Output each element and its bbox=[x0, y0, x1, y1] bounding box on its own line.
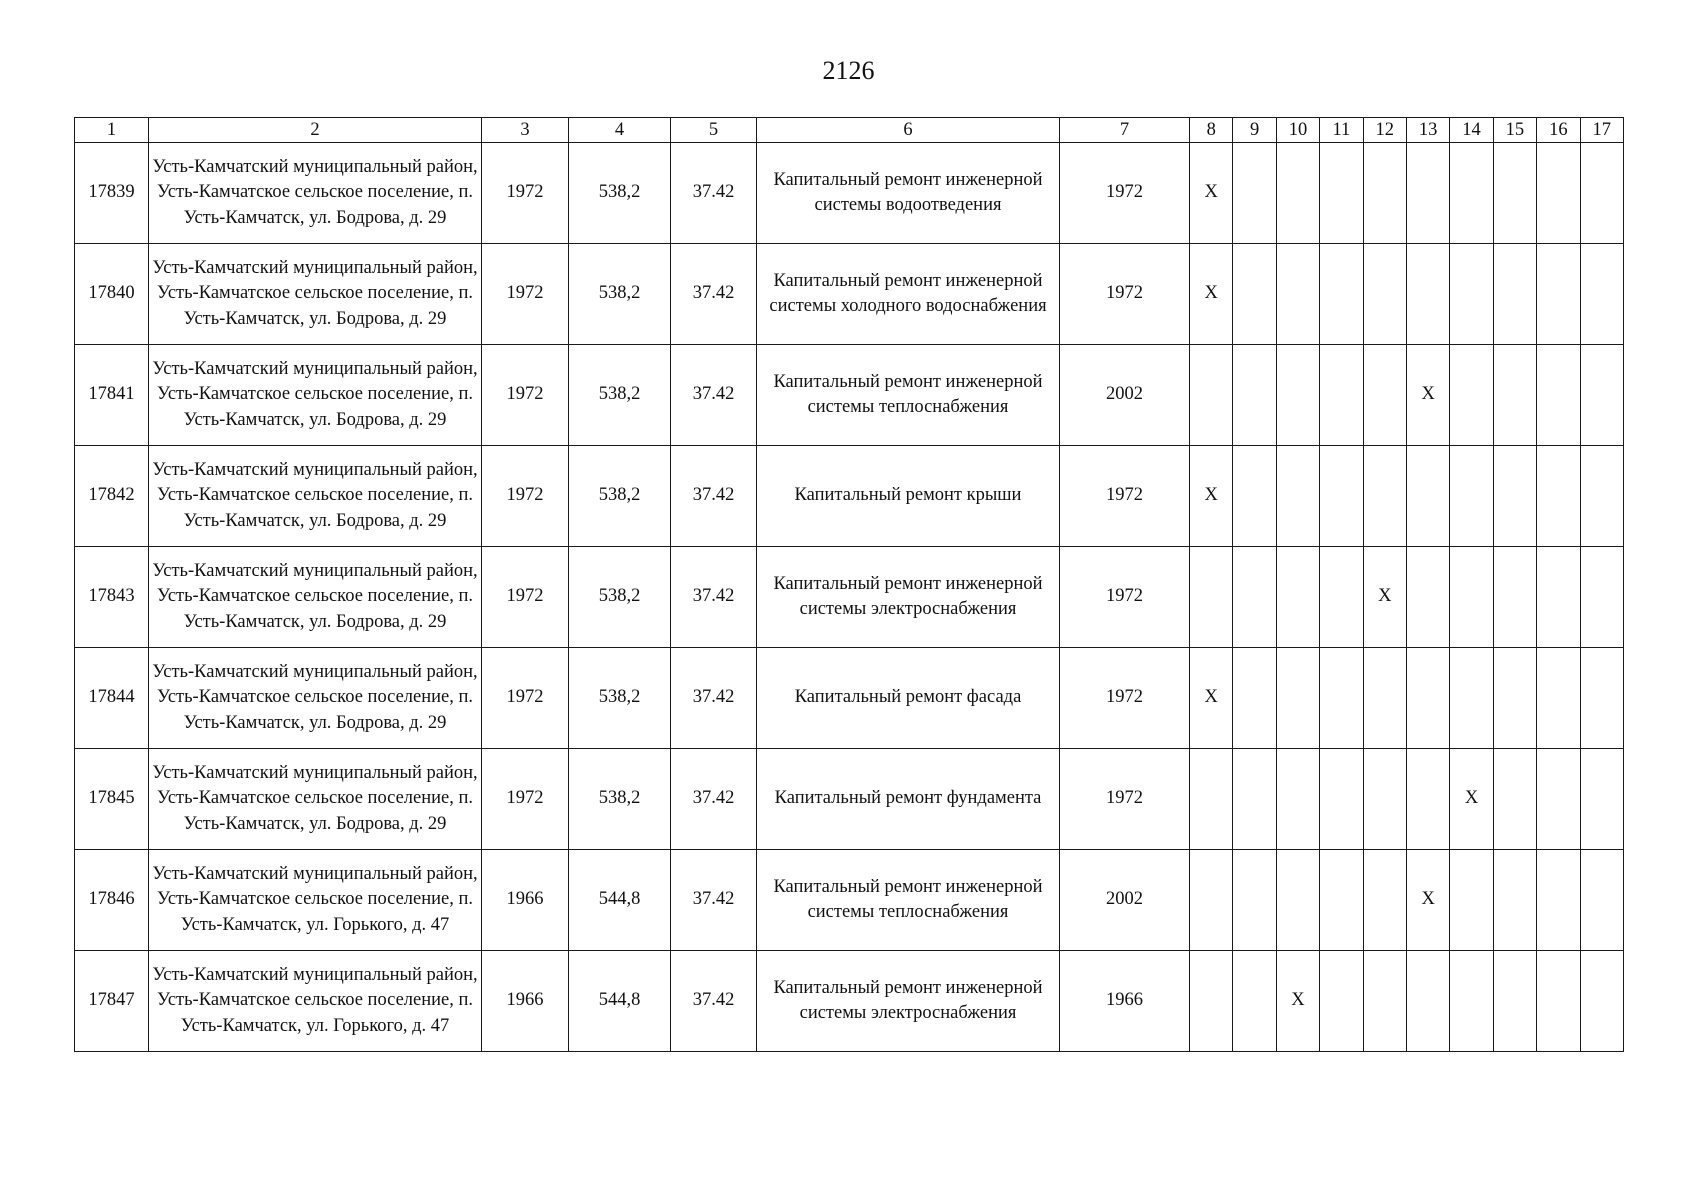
table-row bbox=[75, 345, 1624, 446]
period-mark-cell-11 bbox=[1320, 244, 1363, 345]
period-mark-cell-9 bbox=[1233, 648, 1276, 749]
column-header-4: 4 bbox=[569, 118, 671, 143]
table-body bbox=[75, 143, 1624, 1052]
last-repair-year-cell: 1972 bbox=[1060, 749, 1190, 850]
last-repair-year-cell: 2002 bbox=[1060, 850, 1190, 951]
period-mark-cell-12 bbox=[1363, 749, 1406, 850]
column-header-17: 17 bbox=[1580, 118, 1623, 143]
period-mark-cell-10 bbox=[1276, 648, 1319, 749]
period-mark-cell-13 bbox=[1406, 648, 1449, 749]
period-mark-cell-10 bbox=[1276, 143, 1319, 244]
period-mark-cell-9 bbox=[1233, 850, 1276, 951]
page-number: 2126 bbox=[822, 56, 875, 85]
period-mark-cell-12 bbox=[1363, 648, 1406, 749]
table-header bbox=[75, 118, 1624, 143]
column-header-16: 16 bbox=[1537, 118, 1580, 143]
period-mark-cell-12 bbox=[1363, 143, 1406, 244]
rate-cell: 37.42 bbox=[671, 446, 757, 547]
period-mark-cell-17 bbox=[1580, 244, 1623, 345]
rate-cell: 37.42 bbox=[671, 345, 757, 446]
record-id-cell: 17839 bbox=[75, 143, 149, 244]
record-id-cell: 17841 bbox=[75, 345, 149, 446]
area-cell: 538,2 bbox=[569, 345, 671, 446]
construction-year-cell: 1972 bbox=[482, 244, 569, 345]
period-mark-cell-14 bbox=[1450, 850, 1493, 951]
last-repair-year-cell: 1972 bbox=[1060, 143, 1190, 244]
work-type-cell: Капитальный ремонт фасада bbox=[757, 648, 1060, 749]
period-mark-cell-16 bbox=[1537, 143, 1580, 244]
period-mark-cell-16 bbox=[1537, 749, 1580, 850]
period-mark-cell-11 bbox=[1320, 446, 1363, 547]
construction-year-cell: 1972 bbox=[482, 143, 569, 244]
record-id-cell: 17846 bbox=[75, 850, 149, 951]
period-mark-cell-14 bbox=[1450, 244, 1493, 345]
column-number-row bbox=[75, 118, 1624, 143]
column-header-1: 1 bbox=[75, 118, 149, 143]
record-id-cell: 17843 bbox=[75, 547, 149, 648]
period-mark-cell-16 bbox=[1537, 446, 1580, 547]
period-mark-cell-11 bbox=[1320, 850, 1363, 951]
period-mark-cell-12 bbox=[1363, 345, 1406, 446]
work-type-cell: Капитальный ремонт инженерной системы электроснабжения bbox=[757, 951, 1060, 1052]
period-mark-cell-15 bbox=[1493, 749, 1536, 850]
column-header-10: 10 bbox=[1276, 118, 1319, 143]
register-table bbox=[74, 117, 1624, 1052]
column-header-3: 3 bbox=[482, 118, 569, 143]
record-id-cell: 17842 bbox=[75, 446, 149, 547]
work-type-cell: Капитальный ремонт инженерной системы теплоснабжения bbox=[757, 345, 1060, 446]
table-row bbox=[75, 244, 1624, 345]
period-mark-cell-16 bbox=[1537, 244, 1580, 345]
period-mark-cell-10 bbox=[1276, 244, 1319, 345]
period-mark-cell-11 bbox=[1320, 749, 1363, 850]
rate-cell: 37.42 bbox=[671, 648, 757, 749]
period-mark-cell-17 bbox=[1580, 446, 1623, 547]
rate-cell: 37.42 bbox=[671, 547, 757, 648]
work-type-cell: Капитальный ремонт инженерной системы холодного водоснабжения bbox=[757, 244, 1060, 345]
period-mark-cell-13 bbox=[1406, 951, 1449, 1052]
work-type-cell: Капитальный ремонт инженерной системы водоотведения bbox=[757, 143, 1060, 244]
period-mark-cell-14 bbox=[1450, 648, 1493, 749]
address-cell: Усть-Камчатский муниципальный район, Усть-Камчатское сельское поселение, п. Усть-Камчатск, ул. Бодрова, д. 29 bbox=[149, 749, 482, 850]
period-mark-cell-8 bbox=[1190, 951, 1233, 1052]
record-id-cell: 17844 bbox=[75, 648, 149, 749]
construction-year-cell: 1966 bbox=[482, 850, 569, 951]
address-cell: Усть-Камчатский муниципальный район, Усть-Камчатское сельское поселение, п. Усть-Камчатск, ул. Бодрова, д. 29 bbox=[149, 547, 482, 648]
period-mark-cell-16 bbox=[1537, 951, 1580, 1052]
last-repair-year-cell: 1972 bbox=[1060, 547, 1190, 648]
period-mark-cell-9 bbox=[1233, 143, 1276, 244]
area-cell: 538,2 bbox=[569, 547, 671, 648]
table-row bbox=[75, 648, 1624, 749]
table-row bbox=[75, 446, 1624, 547]
period-mark-cell-11 bbox=[1320, 951, 1363, 1052]
period-mark-cell-9 bbox=[1233, 446, 1276, 547]
column-header-15: 15 bbox=[1493, 118, 1536, 143]
period-mark-cell-17 bbox=[1580, 749, 1623, 850]
period-mark-cell-17 bbox=[1580, 850, 1623, 951]
period-mark-cell-16 bbox=[1537, 547, 1580, 648]
period-mark-cell-13 bbox=[1406, 446, 1449, 547]
period-mark-cell-15 bbox=[1493, 850, 1536, 951]
address-cell: Усть-Камчатский муниципальный район, Усть-Камчатское сельское поселение, п. Усть-Камчатск, ул. Бодрова, д. 29 bbox=[149, 446, 482, 547]
work-type-cell: Капитальный ремонт инженерной системы электроснабжения bbox=[757, 547, 1060, 648]
column-header-12: 12 bbox=[1363, 118, 1406, 143]
area-cell: 538,2 bbox=[569, 244, 671, 345]
work-type-cell: Капитальный ремонт инженерной системы теплоснабжения bbox=[757, 850, 1060, 951]
period-mark-cell-17 bbox=[1580, 951, 1623, 1052]
record-id-cell: 17847 bbox=[75, 951, 149, 1052]
construction-year-cell: 1972 bbox=[482, 648, 569, 749]
period-mark-cell-10: X bbox=[1276, 951, 1319, 1052]
period-mark-cell-15 bbox=[1493, 547, 1536, 648]
column-header-8: 8 bbox=[1190, 118, 1233, 143]
period-mark-cell-12: X bbox=[1363, 547, 1406, 648]
last-repair-year-cell: 1972 bbox=[1060, 244, 1190, 345]
table-row bbox=[75, 850, 1624, 951]
period-mark-cell-12 bbox=[1363, 244, 1406, 345]
period-mark-cell-16 bbox=[1537, 345, 1580, 446]
table-row bbox=[75, 143, 1624, 244]
period-mark-cell-12 bbox=[1363, 446, 1406, 547]
work-type-cell: Капитальный ремонт крыши bbox=[757, 446, 1060, 547]
period-mark-cell-10 bbox=[1276, 749, 1319, 850]
period-mark-cell-11 bbox=[1320, 547, 1363, 648]
address-cell: Усть-Камчатский муниципальный район, Усть-Камчатское сельское поселение, п. Усть-Камчатск, ул. Бодрова, д. 29 bbox=[149, 244, 482, 345]
area-cell: 538,2 bbox=[569, 749, 671, 850]
table-row bbox=[75, 951, 1624, 1052]
period-mark-cell-9 bbox=[1233, 244, 1276, 345]
column-header-14: 14 bbox=[1450, 118, 1493, 143]
address-cell: Усть-Камчатский муниципальный район, Усть-Камчатское сельское поселение, п. Усть-Камчатск, ул. Бодрова, д. 29 bbox=[149, 345, 482, 446]
period-mark-cell-9 bbox=[1233, 951, 1276, 1052]
period-mark-cell-10 bbox=[1276, 446, 1319, 547]
address-cell: Усть-Камчатский муниципальный район, Усть-Камчатское сельское поселение, п. Усть-Камчатск, ул. Бодрова, д. 29 bbox=[149, 648, 482, 749]
record-id-cell: 17840 bbox=[75, 244, 149, 345]
table-row bbox=[75, 547, 1624, 648]
period-mark-cell-15 bbox=[1493, 951, 1536, 1052]
column-header-7: 7 bbox=[1060, 118, 1190, 143]
period-mark-cell-8 bbox=[1190, 547, 1233, 648]
period-mark-cell-13 bbox=[1406, 143, 1449, 244]
address-cell: Усть-Камчатский муниципальный район, Усть-Камчатское сельское поселение, п. Усть-Камчатск, ул. Горького, д. 47 bbox=[149, 951, 482, 1052]
period-mark-cell-8: X bbox=[1190, 648, 1233, 749]
period-mark-cell-13: X bbox=[1406, 850, 1449, 951]
period-mark-cell-13 bbox=[1406, 244, 1449, 345]
period-mark-cell-17 bbox=[1580, 345, 1623, 446]
period-mark-cell-16 bbox=[1537, 850, 1580, 951]
period-mark-cell-10 bbox=[1276, 547, 1319, 648]
column-header-2: 2 bbox=[149, 118, 482, 143]
construction-year-cell: 1972 bbox=[482, 446, 569, 547]
period-mark-cell-14: X bbox=[1450, 749, 1493, 850]
period-mark-cell-14 bbox=[1450, 547, 1493, 648]
period-mark-cell-9 bbox=[1233, 547, 1276, 648]
period-mark-cell-12 bbox=[1363, 850, 1406, 951]
period-mark-cell-17 bbox=[1580, 648, 1623, 749]
period-mark-cell-8: X bbox=[1190, 244, 1233, 345]
address-cell: Усть-Камчатский муниципальный район, Усть-Камчатское сельское поселение, п. Усть-Камчатск, ул. Горького, д. 47 bbox=[149, 850, 482, 951]
period-mark-cell-15 bbox=[1493, 143, 1536, 244]
construction-year-cell: 1972 bbox=[482, 547, 569, 648]
period-mark-cell-13 bbox=[1406, 749, 1449, 850]
period-mark-cell-11 bbox=[1320, 345, 1363, 446]
period-mark-cell-16 bbox=[1537, 648, 1580, 749]
period-mark-cell-14 bbox=[1450, 951, 1493, 1052]
column-header-5: 5 bbox=[671, 118, 757, 143]
period-mark-cell-8 bbox=[1190, 345, 1233, 446]
period-mark-cell-10 bbox=[1276, 345, 1319, 446]
last-repair-year-cell: 2002 bbox=[1060, 345, 1190, 446]
rate-cell: 37.42 bbox=[671, 850, 757, 951]
period-mark-cell-11 bbox=[1320, 648, 1363, 749]
period-mark-cell-9 bbox=[1233, 345, 1276, 446]
period-mark-cell-8: X bbox=[1190, 446, 1233, 547]
last-repair-year-cell: 1966 bbox=[1060, 951, 1190, 1052]
last-repair-year-cell: 1972 bbox=[1060, 446, 1190, 547]
period-mark-cell-17 bbox=[1580, 143, 1623, 244]
period-mark-cell-14 bbox=[1450, 446, 1493, 547]
address-cell: Усть-Камчатский муниципальный район, Усть-Камчатское сельское поселение, п. Усть-Камчатск, ул. Бодрова, д. 29 bbox=[149, 143, 482, 244]
rate-cell: 37.42 bbox=[671, 951, 757, 1052]
period-mark-cell-15 bbox=[1493, 345, 1536, 446]
rate-cell: 37.42 bbox=[671, 143, 757, 244]
period-mark-cell-10 bbox=[1276, 850, 1319, 951]
last-repair-year-cell: 1972 bbox=[1060, 648, 1190, 749]
construction-year-cell: 1972 bbox=[482, 345, 569, 446]
period-mark-cell-8 bbox=[1190, 850, 1233, 951]
period-mark-cell-8: X bbox=[1190, 143, 1233, 244]
period-mark-cell-12 bbox=[1363, 951, 1406, 1052]
period-mark-cell-13 bbox=[1406, 547, 1449, 648]
table-row bbox=[75, 749, 1624, 850]
area-cell: 538,2 bbox=[569, 648, 671, 749]
column-header-9: 9 bbox=[1233, 118, 1276, 143]
period-mark-cell-14 bbox=[1450, 345, 1493, 446]
area-cell: 544,8 bbox=[569, 951, 671, 1052]
record-id-cell: 17845 bbox=[75, 749, 149, 850]
construction-year-cell: 1972 bbox=[482, 749, 569, 850]
period-mark-cell-11 bbox=[1320, 143, 1363, 244]
rate-cell: 37.42 bbox=[671, 244, 757, 345]
period-mark-cell-15 bbox=[1493, 446, 1536, 547]
work-type-cell: Капитальный ремонт фундамента bbox=[757, 749, 1060, 850]
column-header-6: 6 bbox=[757, 118, 1060, 143]
column-header-13: 13 bbox=[1406, 118, 1449, 143]
period-mark-cell-17 bbox=[1580, 547, 1623, 648]
period-mark-cell-13: X bbox=[1406, 345, 1449, 446]
period-mark-cell-15 bbox=[1493, 648, 1536, 749]
column-header-11: 11 bbox=[1320, 118, 1363, 143]
construction-year-cell: 1966 bbox=[482, 951, 569, 1052]
area-cell: 544,8 bbox=[569, 850, 671, 951]
period-mark-cell-9 bbox=[1233, 749, 1276, 850]
period-mark-cell-8 bbox=[1190, 749, 1233, 850]
area-cell: 538,2 bbox=[569, 143, 671, 244]
period-mark-cell-14 bbox=[1450, 143, 1493, 244]
rate-cell: 37.42 bbox=[671, 749, 757, 850]
area-cell: 538,2 bbox=[569, 446, 671, 547]
period-mark-cell-15 bbox=[1493, 244, 1536, 345]
